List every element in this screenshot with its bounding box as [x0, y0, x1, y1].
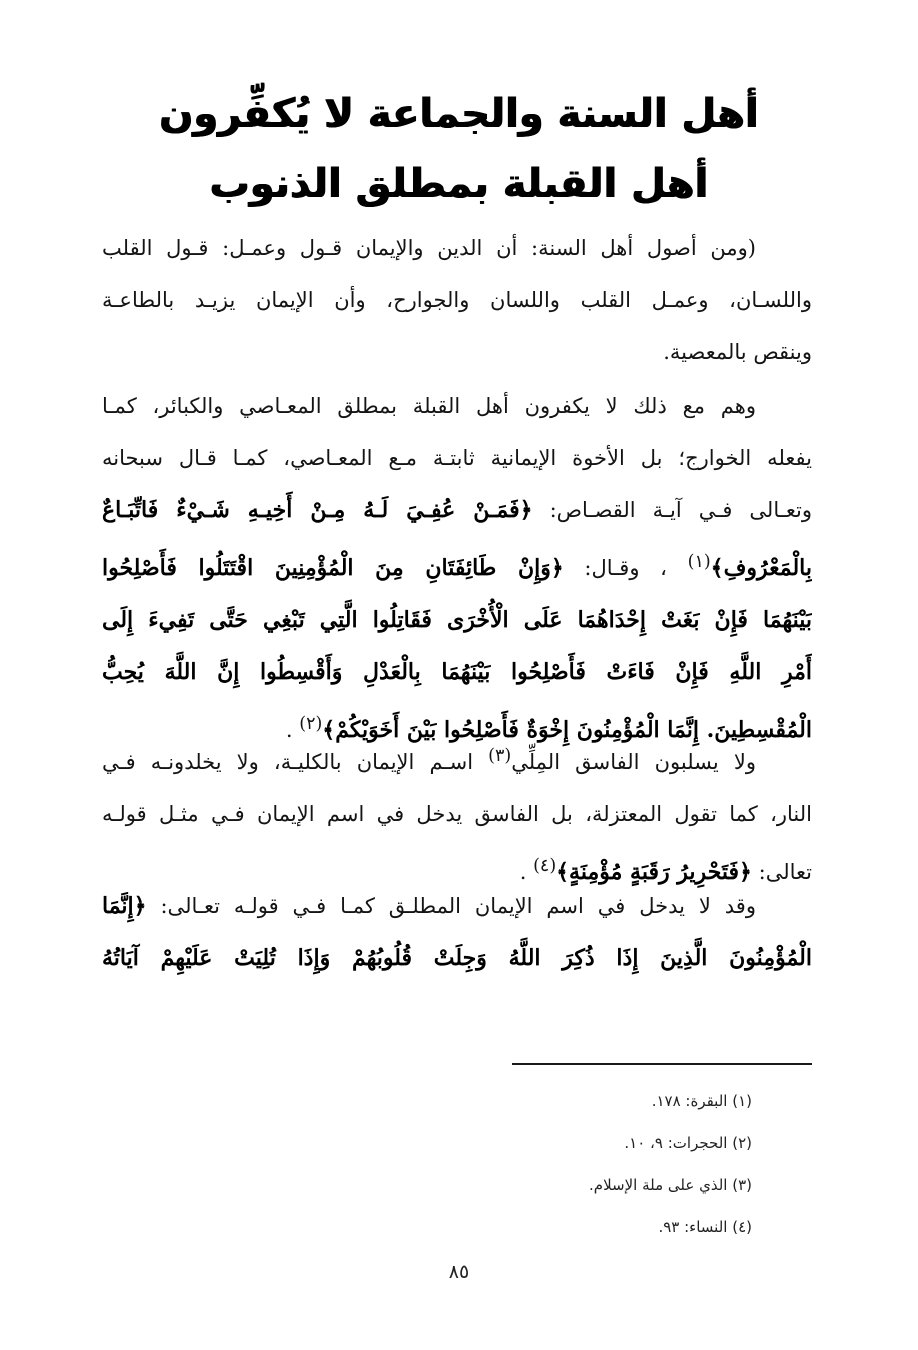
text-line [102, 730, 812, 788]
chapter-title-line-1: أهل السنة والجماعة لا يُكفِّرون [159, 91, 759, 137]
text-line: (ومن أصول أهل السنة: أن الدين والإيمان قـول وعمـل: قـول القلب [102, 236, 756, 260]
footnotes [400, 1080, 752, 1248]
quran-verse-line: الْمُؤْمِنُونَ الَّذِينَ إِذَا ذُكِرَ اللَّهُ وَجِلَتْ قُلُوبُهُمْ وَإِذَا تُلِيَتْ عَلَيْهِمْ آيَاتُهُ [102, 945, 812, 971]
footnote-ref-2: (٢) [299, 714, 323, 734]
page-number: ٨٥ [448, 1261, 470, 1283]
text-line [102, 484, 812, 536]
footnote-ref-1: (١) [687, 552, 711, 572]
quran-verse: ﴿إِنَّمَا [102, 893, 147, 919]
text-segment: ولا يسلبون الفاسق المِلِّي [511, 750, 756, 774]
quran-verse: ﴿فَمَـنْ عُفِـيَ لَـهُ مِـنْ أَخِيـهِ شَـيْءٌ فَاتِّبَـاعٌ [102, 497, 533, 523]
text-segment: وقد لا يدخل في اسم الإيمان المطلـق كمـا فـي قولـه تعـالى: [160, 894, 756, 918]
footnote: (١) البقرة: ١٧٨. [651, 1092, 752, 1110]
quran-verse: بِالْمَعْرُوفِ﴾ [710, 555, 812, 581]
quran-verse: ﴿وَإِنْ طَائِفَتَانِ مِنَ الْمُؤْمِنِينَ اقْتَتَلُوا فَأَصْلِحُوا [102, 555, 564, 581]
text-line: يفعله الخوارج؛ بل الأخوة الإيمانية ثابتـة مـع المعـاصي، كمـا قـال سبحانه [102, 446, 812, 470]
footnote-ref-3: (٣) [488, 746, 512, 766]
text-segment: . [519, 860, 527, 884]
footnote: (٣) الذي على ملة الإسلام. [589, 1176, 752, 1194]
paragraph-1 [102, 222, 812, 378]
text-segment: . [285, 718, 293, 742]
text-segment: وتعـالى فـي آيـة القصـاص: [549, 498, 812, 522]
text-segment: ، وقـال: [584, 556, 667, 580]
footnote: (٤) النساء: ٩٣. [658, 1218, 752, 1236]
text-line [102, 536, 812, 594]
footnote-separator [512, 1063, 812, 1065]
quran-verse: ﴿فَتَحْرِيرُ رَقَبَةٍ مُؤْمِنَةٍ﴾ [556, 859, 752, 885]
paragraph-2 [102, 380, 812, 756]
quran-verse: الْمُقْسِطِينَ. إِنَّمَا الْمُؤْمِنُونَ إِخْوَةٌ فَأَصْلِحُوا بَيْنَ أَخَوَيْكُمْ﴾ [322, 717, 812, 743]
footnote-ref-4: (٤) [533, 856, 557, 876]
text-line: النار، كما تقول المعتزلة، بل الفاسق يدخل في اسم الإيمان فـي مثـل قولـه [102, 802, 812, 826]
text-line: وينقص بالمعصية. [663, 340, 812, 364]
text-line: واللسـان، وعمـل القلب واللسان والجوارح، وأن الإيمان يزيـد بالطاعـة [102, 288, 812, 312]
quran-verse-line: بَيْنَهُمَا فَإِنْ بَغَتْ إِحْدَاهُمَا عَلَى الْأُخْرَى فَقَاتِلُوا الَّتِي تَبْغِي حَتَّى تَفِيءَ إِلَى [102, 607, 812, 633]
paragraph-3 [102, 730, 812, 898]
footnote: (٢) الحجرات: ٩، ١٠. [624, 1134, 752, 1152]
text-segment: اسـم الإيمان بالكليـة، ولا يخلدونـه فـي [102, 750, 474, 774]
chapter-title-line-2: أهل القبلة بمطلق الذنوب [209, 161, 709, 207]
text-segment: تعالى: [758, 860, 812, 884]
text-line: وهم مع ذلك لا يكفرون أهل القبلة بمطلق المعـاصي والكبائر، كمـا [102, 394, 756, 418]
paragraph-4 [102, 880, 812, 984]
quran-verse-line: أَمْرِ اللَّهِ فَإِنْ فَاءَتْ فَأَصْلِحُوا بَيْنَهُمَا بِالْعَدْلِ وَأَقْسِطُوا إِنَّ اللَّهَ يُحِبُّ [102, 659, 812, 685]
text-line [102, 880, 812, 932]
